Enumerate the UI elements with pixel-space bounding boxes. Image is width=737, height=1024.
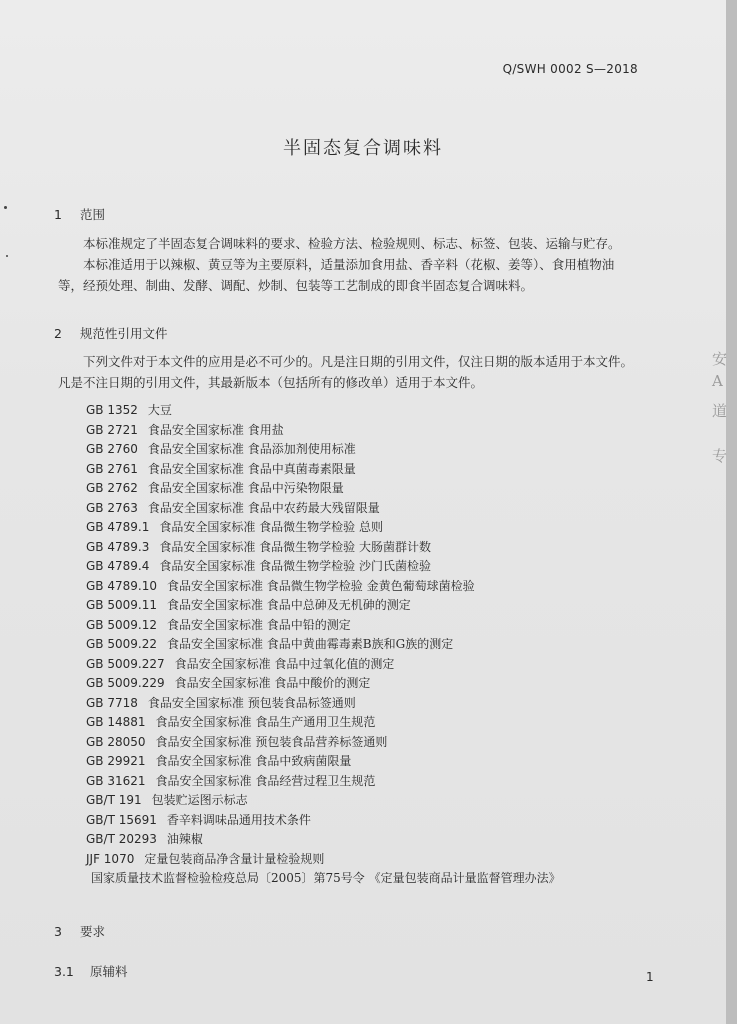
- reference-title: 大豆: [147, 403, 172, 417]
- reference-title: 食品安全国家标准 食品微生物学检验 沙门氏菌检验: [159, 559, 431, 573]
- reference-item: [86, 635, 646, 655]
- reference-item: [86, 772, 646, 792]
- reference-title: 食品安全国家标准 食品中黄曲霉毒素B族和G族的测定: [166, 637, 454, 651]
- section-2-heading: [54, 324, 168, 342]
- reference-title: 食品安全国家标准 食品中酸价的测定: [174, 676, 371, 690]
- normative-intro-line-2: 凡是不注日期的引用文件，其最新版本（包括所有的修改单）适用于本文件。: [58, 375, 484, 390]
- reference-code: GB 2760: [86, 442, 138, 456]
- stamp-fragment: 专: [712, 447, 728, 465]
- reference-code: GB 5009.227: [86, 656, 165, 671]
- reference-code: GB 2761: [86, 461, 138, 476]
- reference-title: 食品安全国家标准 食品中致病菌限量: [155, 754, 352, 768]
- reference-item: [86, 733, 646, 753]
- normative-intro-line-1: 下列文件对于本文件的应用是必不可少的。凡是注日期的引用文件，仅注日期的版本适用于本文件。: [83, 354, 634, 369]
- reference-item: [86, 518, 646, 538]
- reference-title: 食品安全国家标准 食品中农药最大残留限量: [147, 500, 380, 515]
- reference-code: JJF 1070: [86, 851, 135, 866]
- scope-paragraph-2-cont: 等，经预处理、制曲、发酵、调配、炒制、包装等工艺制成的即食半固态复合调味料。: [58, 278, 534, 293]
- reference-title: 食品安全国家标准 食品经营过程卫生规范: [155, 773, 376, 788]
- reference-code: GB/T 191: [86, 793, 142, 807]
- reference-item: [86, 421, 646, 441]
- reference-decree: 国家质量技术监督检验检疫总局〔2005〕第75号令 《定量包装商品计量监督管理办法》: [91, 871, 561, 885]
- stamp-fragment: 安: [712, 350, 728, 368]
- reference-code: GB 4789.4: [86, 559, 150, 573]
- reference-title: 食品安全国家标准 食品添加剂使用标准: [147, 442, 356, 456]
- reference-code: GB 28050: [86, 734, 146, 749]
- reference-code: GB 5009.229: [86, 676, 165, 690]
- section-title: 原辅料: [89, 964, 128, 979]
- reference-title: 食品安全国家标准 预包装食品标签通则: [147, 695, 356, 710]
- section-number: 1: [54, 207, 62, 222]
- scan-speck: [4, 206, 7, 209]
- reference-item: [86, 479, 646, 499]
- reference-item: [86, 440, 646, 460]
- reference-title: 食品安全国家标准 预包装食品营养标签通则: [155, 734, 388, 749]
- reference-code: GB 4789.10: [86, 578, 157, 593]
- reference-title: 食品安全国家标准 食品生产通用卫生规范: [155, 715, 376, 729]
- normative-intro: [58, 351, 662, 393]
- page-edge: [726, 0, 737, 1024]
- reference-item: [86, 596, 646, 616]
- section-number: 3.1: [54, 964, 74, 979]
- reference-title: 香辛料调味品通用技术条件: [166, 812, 311, 827]
- reference-title: 食品安全国家标准 食品中铅的测定: [166, 617, 351, 632]
- section-number: 3: [54, 924, 62, 939]
- reference-code: GB 14881: [86, 715, 146, 729]
- subsection-3-1-heading: [54, 962, 128, 980]
- reference-code: GB 4789.3: [86, 539, 150, 554]
- section-title: 范围: [79, 207, 105, 222]
- reference-title: 定量包装商品净含量计量检验规则: [144, 851, 325, 866]
- scope-paragraph-2: 本标准适用于以辣椒、黄豆等为主要原料，适量添加食用盐、香辛料（花椒、姜等）、食用植物油: [83, 257, 615, 272]
- reference-list: [86, 401, 646, 889]
- section-number: 2: [54, 326, 62, 341]
- scope-text: [58, 233, 662, 296]
- stamp-fragment: A: [712, 372, 723, 390]
- reference-code: GB 5009.22: [86, 637, 157, 651]
- reference-title: 食品安全国家标准 食品中过氧化值的测定: [174, 656, 395, 671]
- reference-code: GB 2762: [86, 481, 138, 495]
- reference-item: [86, 791, 646, 811]
- stamp-fragment: 道: [712, 402, 728, 420]
- reference-item: [86, 538, 646, 558]
- reference-code: GB 5009.11: [86, 598, 157, 612]
- reference-code: GB/T 15691: [86, 812, 157, 827]
- reference-code: GB 2763: [86, 500, 138, 515]
- page-number: 1: [646, 970, 654, 984]
- reference-item: [86, 499, 646, 519]
- reference-title: 食品安全国家标准 食品微生物学检验 总则: [159, 520, 383, 534]
- reference-title: 食品安全国家标准 食品中污染物限量: [147, 481, 344, 495]
- reference-item: [86, 811, 646, 831]
- reference-code: GB 7718: [86, 695, 138, 710]
- reference-code: GB 29921: [86, 754, 146, 768]
- reference-code: GB 4789.1: [86, 520, 150, 534]
- scan-speck: [6, 255, 8, 257]
- reference-item: [86, 655, 646, 675]
- reference-title: 食品安全国家标准 食用盐: [147, 422, 284, 437]
- reference-code: GB 31621: [86, 773, 146, 788]
- reference-item: [86, 577, 646, 597]
- reference-code: GB 2721: [86, 422, 138, 437]
- reference-item: [86, 830, 646, 850]
- section-1-heading: [54, 205, 105, 223]
- reference-title: 包装贮运图示标志: [151, 793, 248, 807]
- reference-code: GB 5009.12: [86, 617, 157, 632]
- reference-code: GB/T 20293: [86, 832, 157, 846]
- reference-item: [86, 752, 646, 772]
- reference-title: 食品安全国家标准 食品微生物学检验 大肠菌群计数: [159, 539, 431, 554]
- reference-title: 食品安全国家标准 食品微生物学检验 金黄色葡萄球菌检验: [166, 578, 475, 593]
- reference-item: [86, 713, 646, 733]
- reference-item: [86, 694, 646, 714]
- document-code: Q/SWH 0002 S—2018: [502, 62, 638, 76]
- document-title: 半固态复合调味料: [283, 138, 443, 159]
- reference-title: 食品安全国家标准 食品中真菌毒素限量: [147, 461, 356, 476]
- scope-paragraph-1: 本标准规定了半固态复合调味料的要求、检验方法、检验规则、标志、标签、包装、运输与贮存。: [83, 236, 621, 251]
- reference-item: [86, 401, 646, 421]
- reference-item: [86, 616, 646, 636]
- section-title: 规范性引用文件: [79, 326, 168, 341]
- section-3-heading: [54, 922, 105, 940]
- reference-item: [86, 460, 646, 480]
- section-title: 要求: [79, 924, 105, 939]
- reference-code: GB 1352: [86, 403, 138, 417]
- reference-item: [86, 557, 646, 577]
- reference-item: [86, 850, 646, 870]
- reference-title: 油辣椒: [166, 832, 203, 846]
- reference-title: 食品安全国家标准 食品中总砷及无机砷的测定: [166, 598, 411, 612]
- reference-item: [86, 674, 646, 694]
